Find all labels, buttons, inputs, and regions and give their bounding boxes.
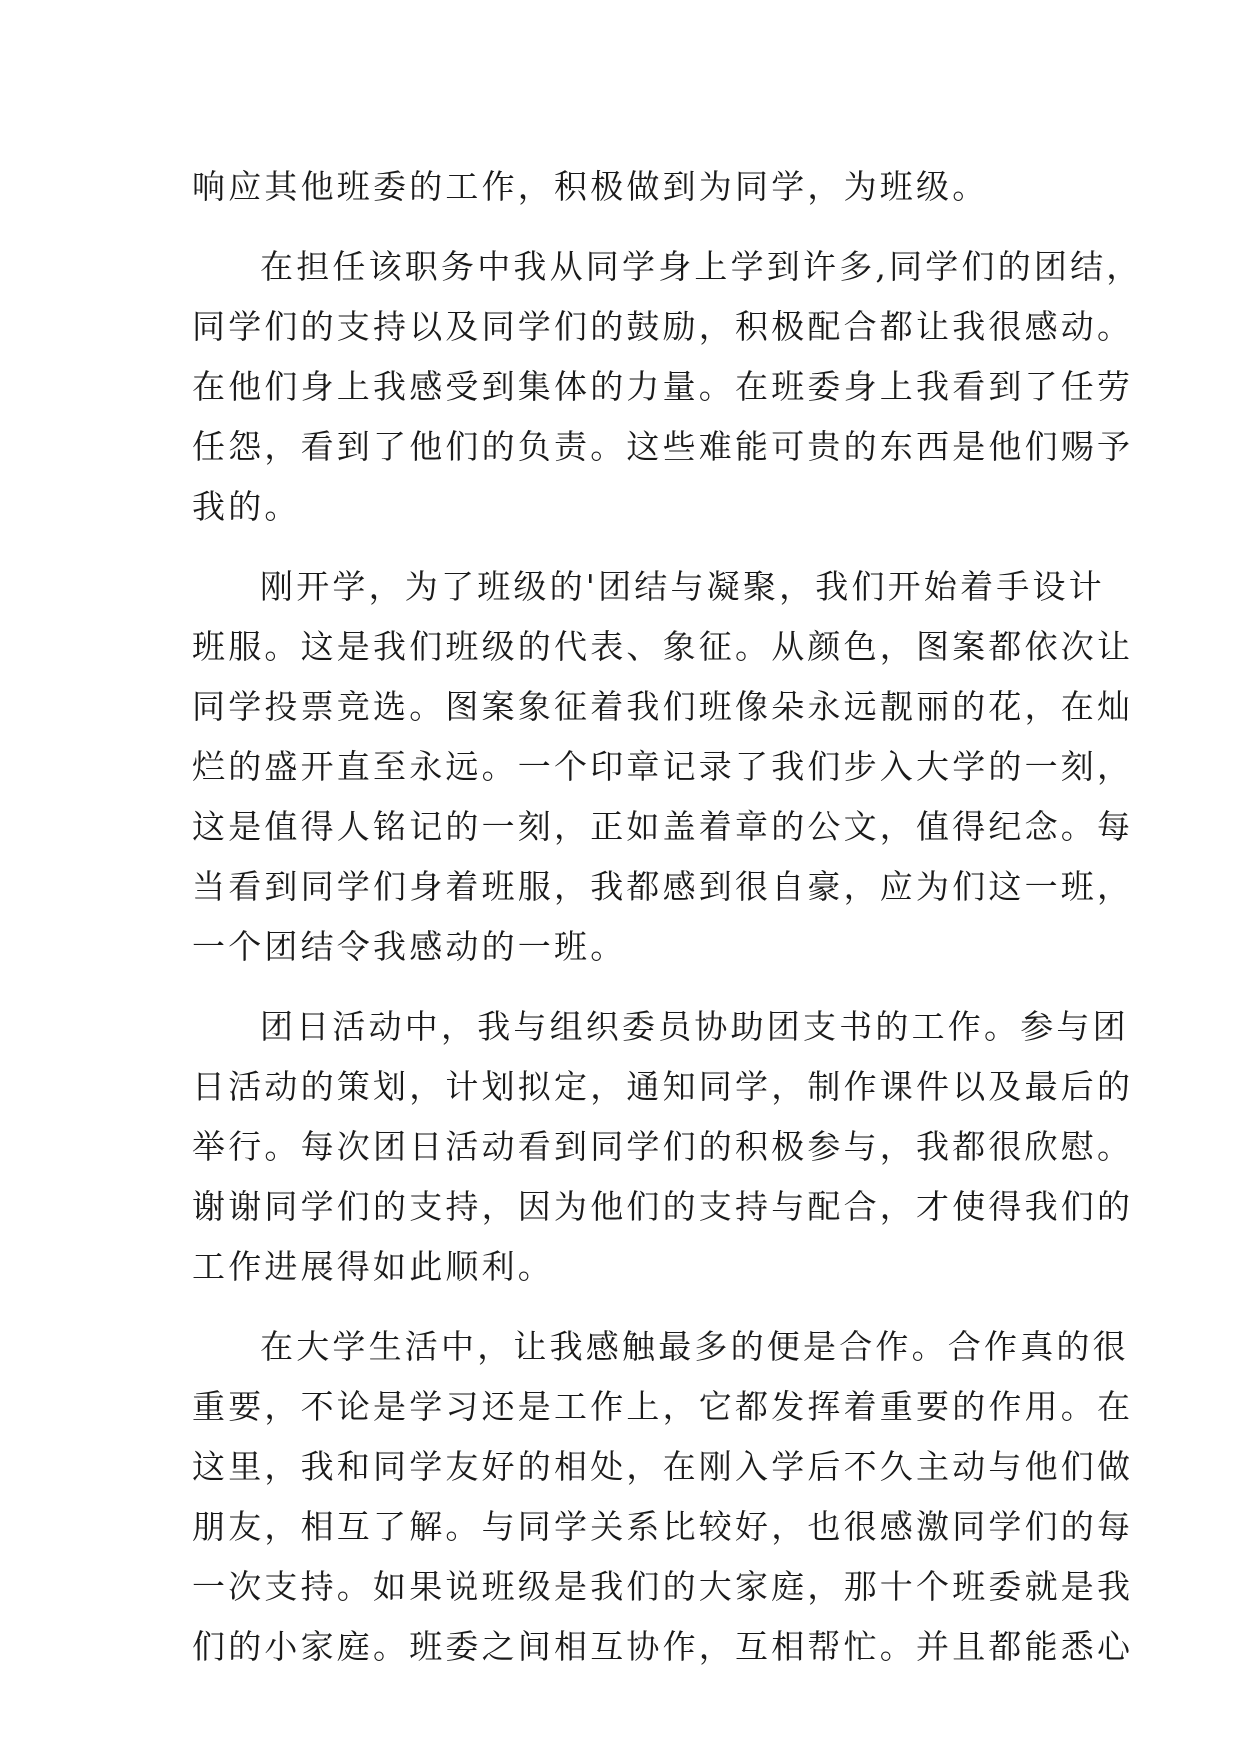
text-line: 一个团结令我感动的一班。 [192,927,627,966]
paragraph-gap [192,537,1092,557]
text-line: 举行。每次团日活动看到同学们的积极参与，我都很欣慰。 [192,1127,1134,1166]
text-line: 工作进展得如此顺利。 [192,1247,554,1286]
paragraph-gap [192,977,1092,997]
text-line: 重要，不论是学习还是工作上，它都发挥着重要的作用。在 [192,1387,1134,1426]
text-line: 在他们身上我感受到集体的力量。在班委身上我看到了任劳 [192,367,1134,406]
text-line: 同学投票竞选。图案象征着我们班像朵永远靓丽的花，在灿 [192,687,1134,726]
text-line: 在担任该职务中我从同学身上学到许多,同学们的团结， [260,247,1143,286]
text-line: 同学们的支持以及同学们的鼓励，积极配合都让我很感动。 [192,307,1134,346]
text-line: 烂的盛开直至永远。一个印章记录了我们步入大学的一刻， [192,747,1134,786]
text-line: 这是值得人铭记的一刻，正如盖着章的公文，值得纪念。每 [192,807,1134,846]
text-line: 这里，我和同学友好的相处，在刚入学后不久主动与他们做 [192,1447,1134,1486]
text-line: 们的小家庭。班委之间相互协作，互相帮忙。并且都能悉心 [192,1627,1134,1666]
text-line: 刚开学，为了班级的'团结与凝聚，我们开始着手设计 [260,567,1105,606]
body-text [192,157,1143,1677]
text-line: 朋友，相互了解。与同学关系比较好，也很感激同学们的每 [192,1507,1134,1546]
text-line: 响应其他班委的工作，积极做到为同学，为班级。 [192,167,989,206]
text-line: 在大学生活中，让我感触最多的便是合作。合作真的很 [260,1327,1129,1366]
text-line: 当看到同学们身着班服，我都感到很自豪，应为们这一班， [192,867,1134,906]
text-line: 班服。这是我们班级的代表、象征。从颜色，图案都依次让 [192,627,1134,666]
paragraph-gap [192,1297,1092,1317]
paragraph-gap [192,217,1092,237]
text-line: 一次支持。如果说班级是我们的大家庭，那十个班委就是我 [192,1567,1134,1606]
text-line: 日活动的策划，计划拟定，通知同学，制作课件以及最后的 [192,1067,1134,1106]
text-line: 我的。 [192,487,301,526]
text-line: 任怨，看到了他们的负责。这些难能可贵的东西是他们赐予 [192,427,1134,466]
text-line: 团日活动中，我与组织委员协助团支书的工作。参与团 [260,1007,1129,1046]
text-line: 谢谢同学们的支持，因为他们的支持与配合，才使得我们的 [192,1187,1134,1226]
